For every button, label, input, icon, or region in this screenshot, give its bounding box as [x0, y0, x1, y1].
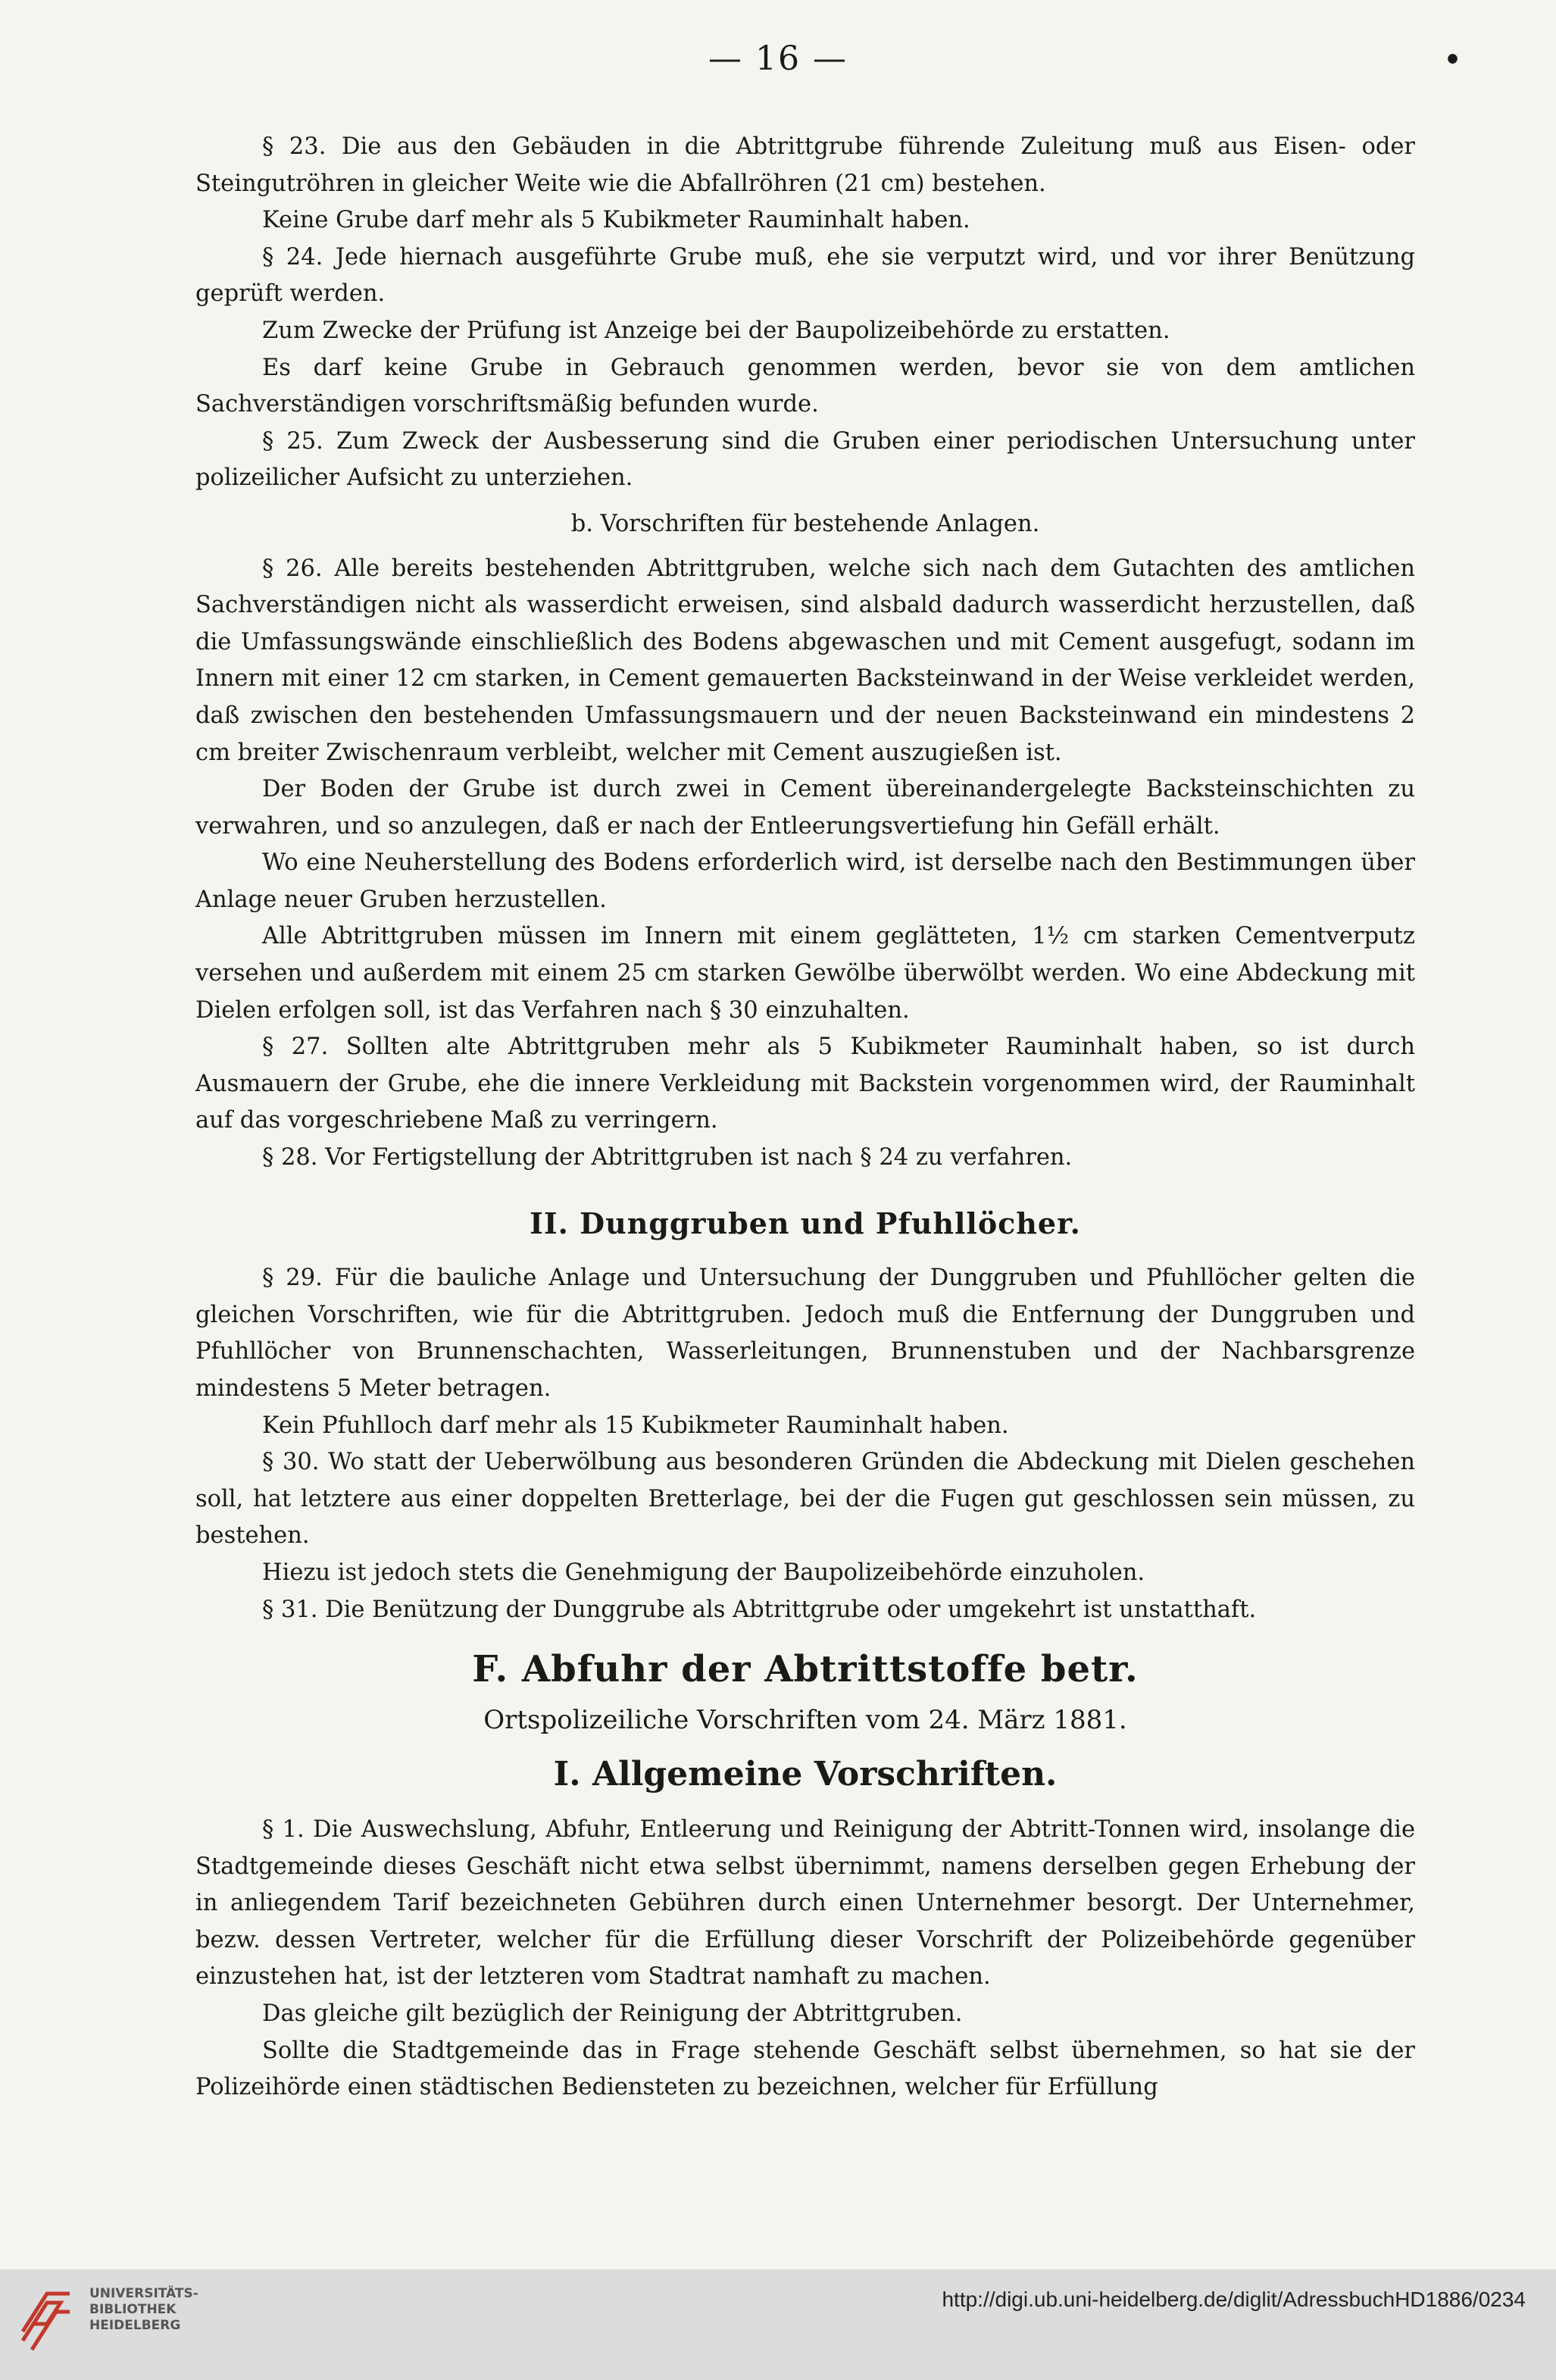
paragraph-29: § 29. Für die bauliche Anlage und Untersuchung der Dunggruben und Pfuhllöcher gelten die gleichen Vorschriften, wie für die Abtrittgruben. Jedoch muß die Entfernung der Dunggruben und Pfuhllöcher von Brunnenschachten, Wasserleitungen, Brunnenstuben und der Nachbarsgrenze mindestens 5 Meter betragen. [195, 1265, 1415, 1402]
library-name-line3: HEIDELBERG [89, 2318, 181, 2333]
footer-bar [0, 2269, 1556, 2380]
edge-mark: • [1444, 44, 1462, 76]
heading-bestehende-anlagen: b. Vorschriften für bestehende Anlagen. [570, 510, 1040, 537]
paragraph-24-cont2: Es darf keine Grube in Gebrauch genommen werden, bevor sie von dem amtlichen Sachverständigen vorschriftsmäßig befunden wurde. [195, 354, 1415, 418]
logo-strokes [23, 2294, 70, 2350]
source-url-link[interactable]: http://digi.ub.uni-heidelberg.de/diglit/AdressbuchHD1886/0234 [942, 2288, 1526, 2311]
paragraph-1-stadtgemeinde: Sollte die Stadtgemeinde das in Frage stehende Geschäft selbst übernehmen, so hat sie der Polizeihörde einen städtischen Bediensteten zu bezeichnen, welcher für Erfüllung [195, 2037, 1415, 2101]
paragraph-29-cont: Kein Pfuhlloch darf mehr als 15 Kubikmeter Rauminhalt haben. [262, 1412, 1009, 1439]
paragraph-31: § 31. Die Benützung der Dunggrube als Abtrittgrube oder umgekehrt ist unstatthaft. [262, 1596, 1257, 1623]
paragraph-1: § 1. Die Auswechslung, Abfuhr, Entleerung und Reinigung der Abtritt-Tonnen wird, insolange die Stadtgemeinde dieses Geschäft nicht etwa selbst übernimmt, namens derselben gegen Erhebung der in anliegendem Tarif bezeichneten Gebühren durch einen Unternehmer besorgt. Der Unternehmer, bezw. dessen Vertreter, welcher für die Erfüllung dieser Vorschrift der Polizeibehörde gegenüber einzustehen hat, ist der letzteren vom Stadtrat namhaft zu machen. [195, 1815, 1415, 1991]
paragraph-26-neuherstellung: Wo eine Neuherstellung des Bodens erforderlich wird, ist derselbe nach den Bestimmungen über Anlage neuer Gruben herzustellen. [195, 849, 1415, 913]
paragraph-26-boden: Der Boden der Grube ist durch zwei in Cement übereinandergelegte Backsteinschichten zu verwahren, und so anzulegen, daß er nach der Entleerungsvertiefung hin Gefäll erhält. [195, 776, 1415, 840]
paragraph-26: § 26. Alle bereits bestehenden Abtrittgruben, welche sich nach dem Gutachten des amtlichen Sachverständigen nicht als wasserdicht erweisen, sind alsbald dadurch wasserdicht herzustellen, daß die Umfassungswände einschließlich des Bodens abgewaschen und mit Cement ausgefugt, sodann im Innern mit einer 12 cm starken, in Cement gemauerten Backsteinwand in der Weise verkleidet werden, daß zwischen den bestehenden Umfassungsmauern und der neuen Backsteinwand ein mindestens 2 cm breiter Zwischenraum verbleibt, welcher mit Cement auszugießen ist. [195, 555, 1415, 766]
heading-allgemeine: I. Allgemeine Vorschriften. [553, 1755, 1058, 1794]
paragraph-30: § 30. Wo statt der Ueberwölbung aus besonderen Gründen die Abdeckung mit Dielen geschehen soll, hat letztere aus einer doppelten Bretterlage, bei der die Fugen gut geschlossen sein müssen, zu bestehen. [195, 1449, 1415, 1550]
library-name-line2: BIBLIOTHEK [89, 2302, 177, 2317]
heading-dunggruben: II. Dunggruben und Pfuhllöcher. [530, 1206, 1081, 1240]
page-number: — 16 — [708, 39, 848, 78]
paragraph-1-gruben: Das gleiche gilt bezüglich der Reinigung der Abtrittgruben. [262, 2000, 963, 2027]
paragraph-30-cont: Hiezu ist jedoch stets die Genehmigung der Baupolizeibehörde einzuholen. [262, 1559, 1145, 1586]
paragraph-25: § 25. Zum Zweck der Ausbesserung sind die Gruben einer periodischen Untersuchung unter polizeilicher Aufsicht zu unterziehen. [195, 427, 1415, 492]
paragraph-24-cont: Zum Zwecke der Prüfung ist Anzeige bei der Baupolizeibehörde zu erstatten. [262, 317, 1170, 344]
heading-abfuhr: F. Abfuhr der Abtrittstoffe betr. [472, 1648, 1139, 1691]
heading-ortspolizeiliche: Ortspolizeiliche Vorschriften vom 24. März 1881. [483, 1704, 1127, 1735]
paragraph-23: § 23. Die aus den Gebäuden in die Abtrittgrube führende Zuleitung muß aus Eisen- oder Steingutröhren in gleicher Weite wie die Abfallröhren (21 cm) bestehen. [195, 133, 1415, 197]
library-logo-icon [17, 2278, 76, 2354]
paragraph-27: § 27. Sollten alte Abtrittgruben mehr als 5 Kubikmeter Rauminhalt haben, so ist durch Ausmauern der Grube, ehe die innere Verkleidung mit Backstein vorgenommen wird, der Rauminhalt auf das vorgeschriebene Maß zu verringern. [195, 1034, 1415, 1134]
paragraph-26-verputz: Alle Abtrittgruben müssen im Innern mit einem geglätteten, 1½ cm starken Cementverputz versehen und außerdem mit einem 25 cm starken Gewölbe überwölbt werden. Wo eine Abdeckung mit Dielen erfolgen soll, ist das Verfahren nach § 30 einzuhalten. [195, 923, 1415, 1024]
library-name-line1: UNIVERSITÄTS- [89, 2286, 198, 2301]
paragraph-28: § 28. Vor Fertigstellung der Abtrittgruben ist nach § 24 zu verfahren. [262, 1144, 1073, 1171]
paragraph-24: § 24. Jede hiernach ausgeführte Grube muß, ehe sie verputzt wird, und vor ihrer Benützung geprüft werden. [195, 243, 1415, 308]
text-block [195, 129, 1415, 2106]
library-name [89, 2286, 198, 2334]
paragraph-23-cont: Keine Grube darf mehr als 5 Kubikmeter Rauminhalt haben. [262, 207, 970, 234]
